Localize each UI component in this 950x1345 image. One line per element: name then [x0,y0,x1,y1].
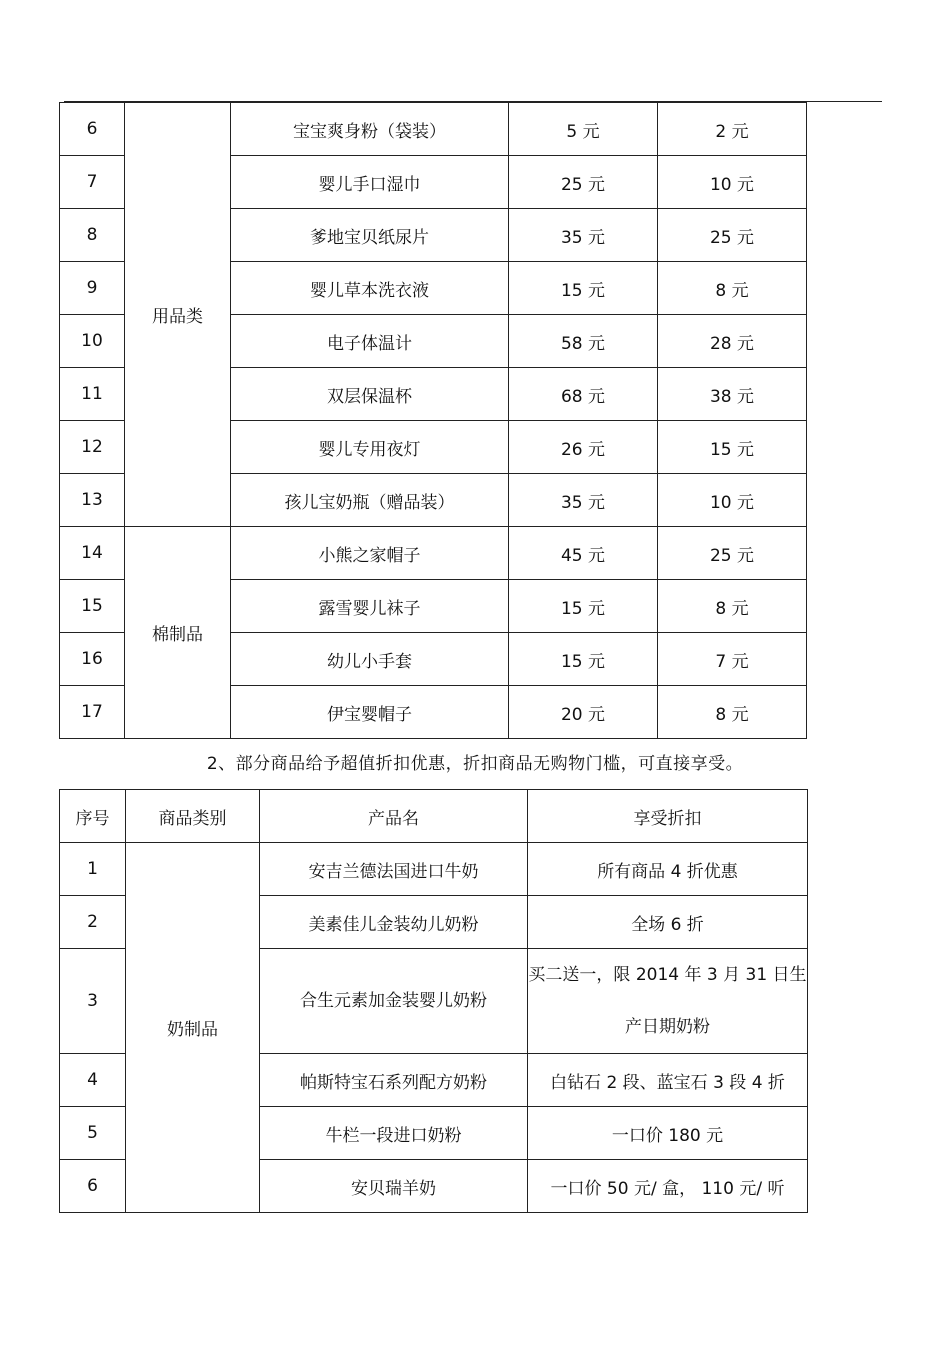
original-price: 45 元 [509,527,658,580]
product-name: 伊宝婴帽子 [231,686,509,739]
header-row [60,790,808,843]
discount-detail: 一口价 50 元/ 盒， 110 元/ 听 [528,1160,808,1213]
original-price: 26 元 [509,421,658,474]
row-number: 15 [60,580,125,633]
price-table [59,102,807,739]
row-number: 11 [60,368,125,421]
sale-price: 8 元 [658,580,807,633]
row-number: 14 [60,527,125,580]
product-name: 婴儿专用夜灯 [231,421,509,474]
category-cell: 棉制品 [125,527,231,739]
discount-table-header [60,790,808,843]
product-name: 电子体温计 [231,315,509,368]
product-name: 帕斯特宝石系列配方奶粉 [260,1054,528,1107]
row-number: 2 [60,896,126,949]
original-price: 35 元 [509,474,658,527]
row-number: 6 [60,1160,126,1213]
header-number: 序号 [60,790,126,843]
row-number: 6 [60,103,125,156]
discount-table-body [60,843,808,1213]
price-table-body [60,103,807,739]
original-price: 15 元 [509,262,658,315]
sale-price: 38 元 [658,368,807,421]
discount-note: 2、部分商品给予超值折扣优惠，折扣商品无购物门槛，可直接享受。 [206,754,744,774]
row-number: 1 [60,843,126,896]
category-cell: 奶制品 [126,843,260,1213]
row-number: 17 [60,686,125,739]
product-name: 双层保温杯 [231,368,509,421]
table-row [60,843,808,896]
sale-price: 7 元 [658,633,807,686]
product-name: 牛栏一段进口奶粉 [260,1107,528,1160]
sale-price: 15 元 [658,421,807,474]
sale-price: 10 元 [658,156,807,209]
product-name: 孩儿宝奶瓶（赠品装） [231,474,509,527]
original-price: 20 元 [509,686,658,739]
product-name: 婴儿手口湿巾 [231,156,509,209]
row-number: 9 [60,262,125,315]
original-price: 68 元 [509,368,658,421]
product-name: 幼儿小手套 [231,633,509,686]
row-number: 13 [60,474,125,527]
product-name: 安贝瑞羊奶 [260,1160,528,1213]
sale-price: 8 元 [658,686,807,739]
row-number: 12 [60,421,125,474]
header-category: 商品类别 [126,790,260,843]
discount-detail: 白钻石 2 段、蓝宝石 3 段 4 折 [528,1054,808,1107]
table-row [60,527,807,580]
row-number: 10 [60,315,125,368]
table-row [60,103,807,156]
product-name: 合生元素加金装婴儿奶粉 [260,949,528,1054]
discount-detail: 全场 6 折 [528,896,808,949]
discount-detail: 一口价 180 元 [528,1107,808,1160]
row-number: 16 [60,633,125,686]
product-name: 爹地宝贝纸尿片 [231,209,509,262]
original-price: 58 元 [509,315,658,368]
product-name: 露雪婴儿袜子 [231,580,509,633]
original-price: 15 元 [509,580,658,633]
header-discount: 享受折扣 [528,790,808,843]
category-cell: 用品类 [125,103,231,527]
sale-price: 28 元 [658,315,807,368]
original-price: 5 元 [509,103,658,156]
row-number: 8 [60,209,125,262]
discount-table [59,789,808,1213]
sale-price: 25 元 [658,527,807,580]
product-name: 小熊之家帽子 [231,527,509,580]
row-number: 5 [60,1107,126,1160]
original-price: 35 元 [509,209,658,262]
row-number: 7 [60,156,125,209]
product-name: 安吉兰德法国进口牛奶 [260,843,528,896]
discount-detail: 所有商品 4 折优惠 [528,843,808,896]
product-name: 宝宝爽身粉（袋装） [231,103,509,156]
product-name: 美素佳儿金装幼儿奶粉 [260,896,528,949]
product-name: 婴儿草本洗衣液 [231,262,509,315]
header-product-name: 产品名 [260,790,528,843]
original-price: 15 元 [509,633,658,686]
sale-price: 10 元 [658,474,807,527]
row-number: 4 [60,1054,126,1107]
sale-price: 2 元 [658,103,807,156]
original-price: 25 元 [509,156,658,209]
sale-price: 8 元 [658,262,807,315]
row-number: 3 [60,949,126,1054]
sale-price: 25 元 [658,209,807,262]
discount-detail: 买二送一，限 2014 年 3 月 31 日生产日期奶粉 [528,949,808,1054]
